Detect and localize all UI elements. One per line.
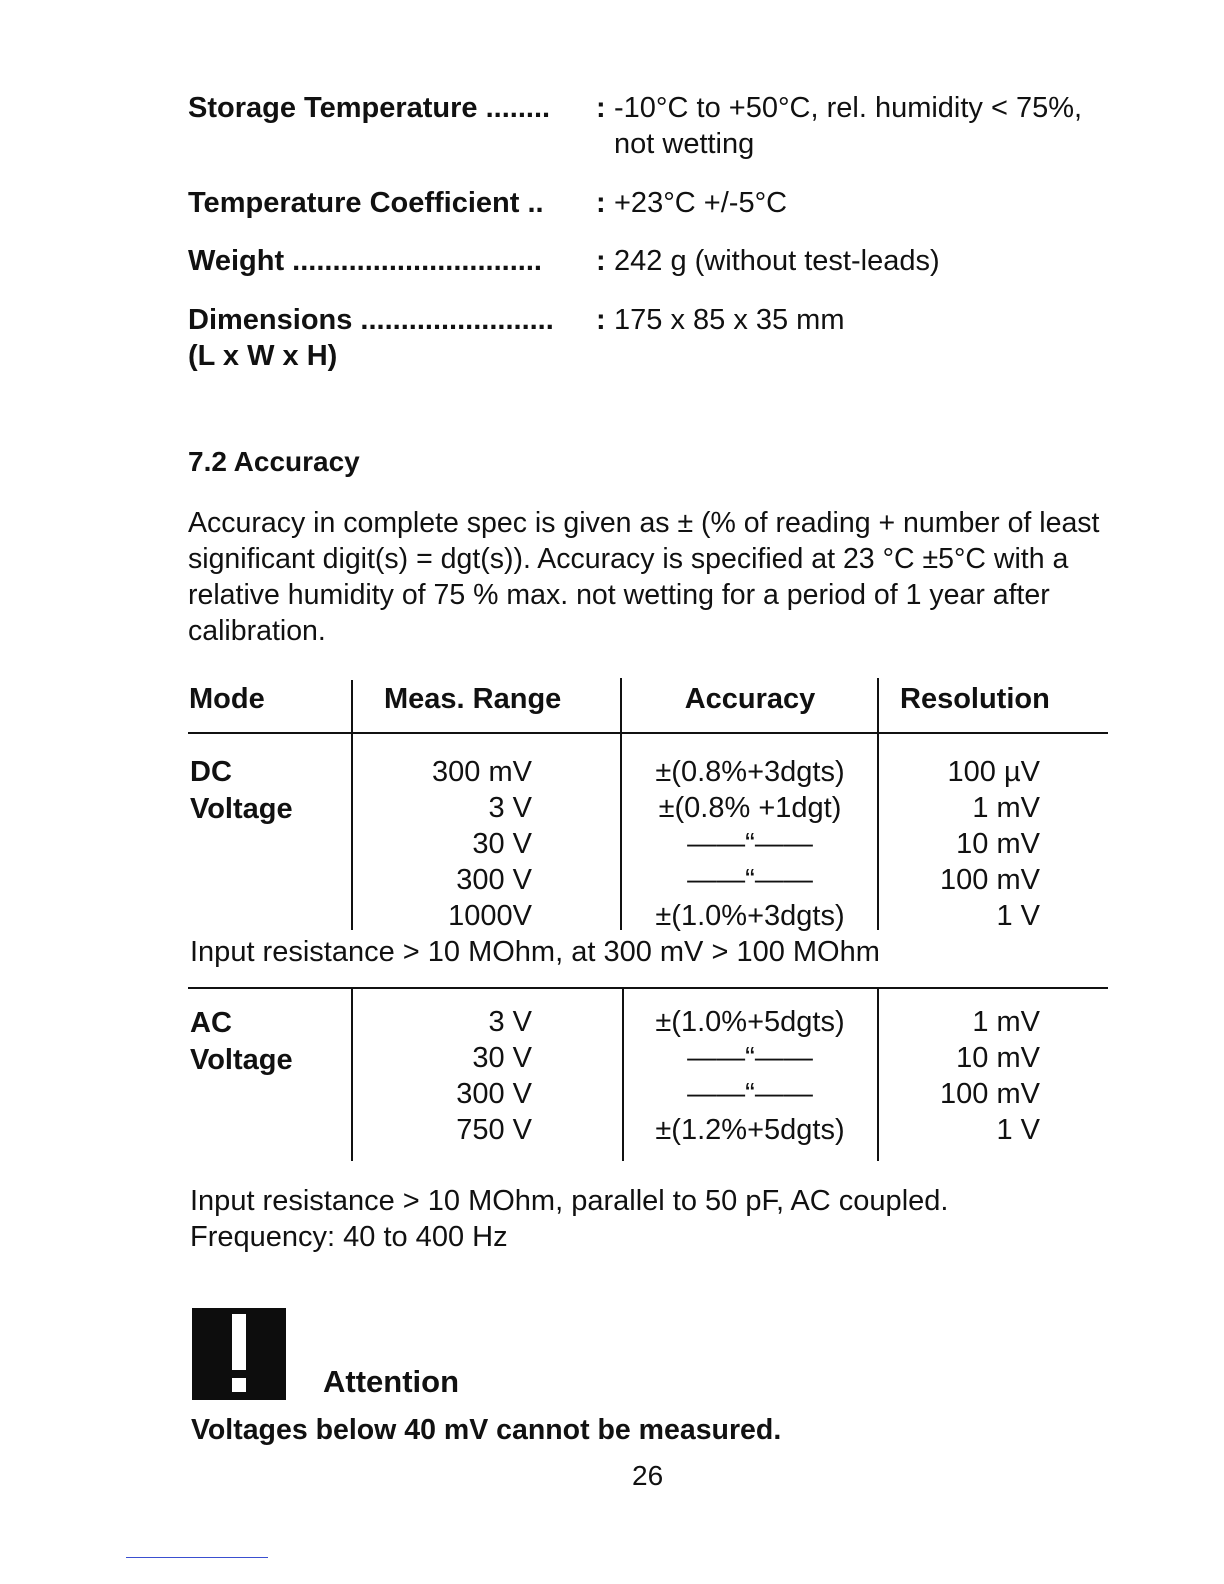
page-number: 26 <box>632 1460 664 1491</box>
storage-temperature-value-cont: not wetting <box>614 128 755 160</box>
temperature-coefficient-colon: : <box>596 187 606 219</box>
temperature-coefficient-label: Temperature Coefficient .. <box>188 187 544 219</box>
dc-range-5: 1000V <box>448 900 532 932</box>
dc-mode-line-2: Voltage <box>190 793 293 825</box>
header-divider <box>188 732 1108 734</box>
ac-mode-line-2: Voltage <box>190 1044 293 1076</box>
ac-accuracy-1: ±(1.0%+5dgts) <box>655 1006 845 1038</box>
dc-accuracy-2: ±(0.8% +1dgt) <box>658 792 842 824</box>
dc-input-resistance-note: Input resistance > 10 MOhm, at 300 mV > 100 MOhm <box>190 936 880 968</box>
ac-resolution-3: 100 mV <box>940 1078 1040 1110</box>
dc-resolution-3: 10 mV <box>956 828 1040 860</box>
dc-accuracy-4: ——“—— <box>687 864 813 896</box>
section-heading: 7.2 Accuracy <box>188 446 360 477</box>
header-meas-range: Meas. Range <box>384 683 562 715</box>
ac-mode-line-1: AC <box>190 1007 232 1039</box>
dc-range-1: 300 mV <box>432 756 532 788</box>
weight-value: 242 g (without test-leads) <box>614 245 940 277</box>
weight-label: Weight ............................... <box>188 245 542 277</box>
attention-text: Voltages below 40 mV cannot be measured. <box>191 1414 782 1446</box>
header-resolution: Resolution <box>900 683 1050 715</box>
ac-resolution-1: 1 mV <box>972 1006 1040 1038</box>
weight-colon: : <box>596 245 606 277</box>
dc-resolution-5: 1 V <box>996 900 1040 932</box>
section-paragraph: Accuracy in complete spec is given as ± (% of reading + number of least significant digit(s) = dgt(s)). Accuracy is specified at 23 °C ±5°C with a relative humidity of 75 % max. not wetting for a period of 1 year after calibration. <box>188 507 1100 647</box>
storage-temperature-value: -10°C to +50°C, rel. humidity < 75%, <box>614 92 1083 124</box>
ac-divider-1 <box>351 989 353 1161</box>
dc-resolution-4: 100 mV <box>940 864 1040 896</box>
ac-range-1: 3 V <box>488 1006 532 1038</box>
ac-divider <box>188 987 1108 989</box>
ac-accuracy-3: ——“—— <box>687 1078 813 1110</box>
dc-accuracy-1: ±(0.8%+3dgts) <box>655 756 845 788</box>
header-mode: Mode <box>189 683 265 715</box>
ac-resolution-2: 10 mV <box>956 1042 1040 1074</box>
dc-accuracy-5: ±(1.0%+3dgts) <box>655 900 845 932</box>
dc-range-4: 300 V <box>456 864 532 896</box>
ac-frequency-note: Frequency: 40 to 400 Hz <box>190 1221 508 1253</box>
ac-range-4: 750 V <box>456 1114 532 1146</box>
ac-range-3: 300 V <box>456 1078 532 1110</box>
exclamation-icon <box>192 1308 286 1400</box>
ac-range-2: 30 V <box>472 1042 532 1074</box>
storage-temperature-colon: : <box>596 92 606 124</box>
dc-range-2: 3 V <box>488 792 532 824</box>
footer-rule <box>126 1557 268 1558</box>
ac-resolution-4: 1 V <box>996 1114 1040 1146</box>
dc-resolution-1: 100 µV <box>947 756 1040 788</box>
dimensions-label: Dimensions ........................ <box>188 304 554 336</box>
dc-accuracy-3: ——“—— <box>687 828 813 860</box>
dimensions-colon: : <box>596 304 606 336</box>
dc-mode-line-1: DC <box>190 756 232 788</box>
dc-range-3: 30 V <box>472 828 532 860</box>
dimensions-sublabel: (L x W x H) <box>188 340 338 372</box>
dc-resolution-2: 1 mV <box>972 792 1040 824</box>
dc-divider-1 <box>351 680 353 930</box>
header-accuracy: Accuracy <box>684 683 816 715</box>
temperature-coefficient-value: +23°C +/-5°C <box>614 187 788 219</box>
ac-accuracy-2: ——“—— <box>687 1042 813 1074</box>
attention-title: Attention <box>323 1364 460 1399</box>
ac-input-resistance-note: Input resistance > 10 MOhm, parallel to 50 pF, AC coupled. <box>190 1185 949 1217</box>
ac-accuracy-4: ±(1.2%+5dgts) <box>655 1114 845 1146</box>
dimensions-value: 175 x 85 x 35 mm <box>614 304 845 336</box>
storage-temperature-label: Storage Temperature ........ <box>188 92 551 124</box>
